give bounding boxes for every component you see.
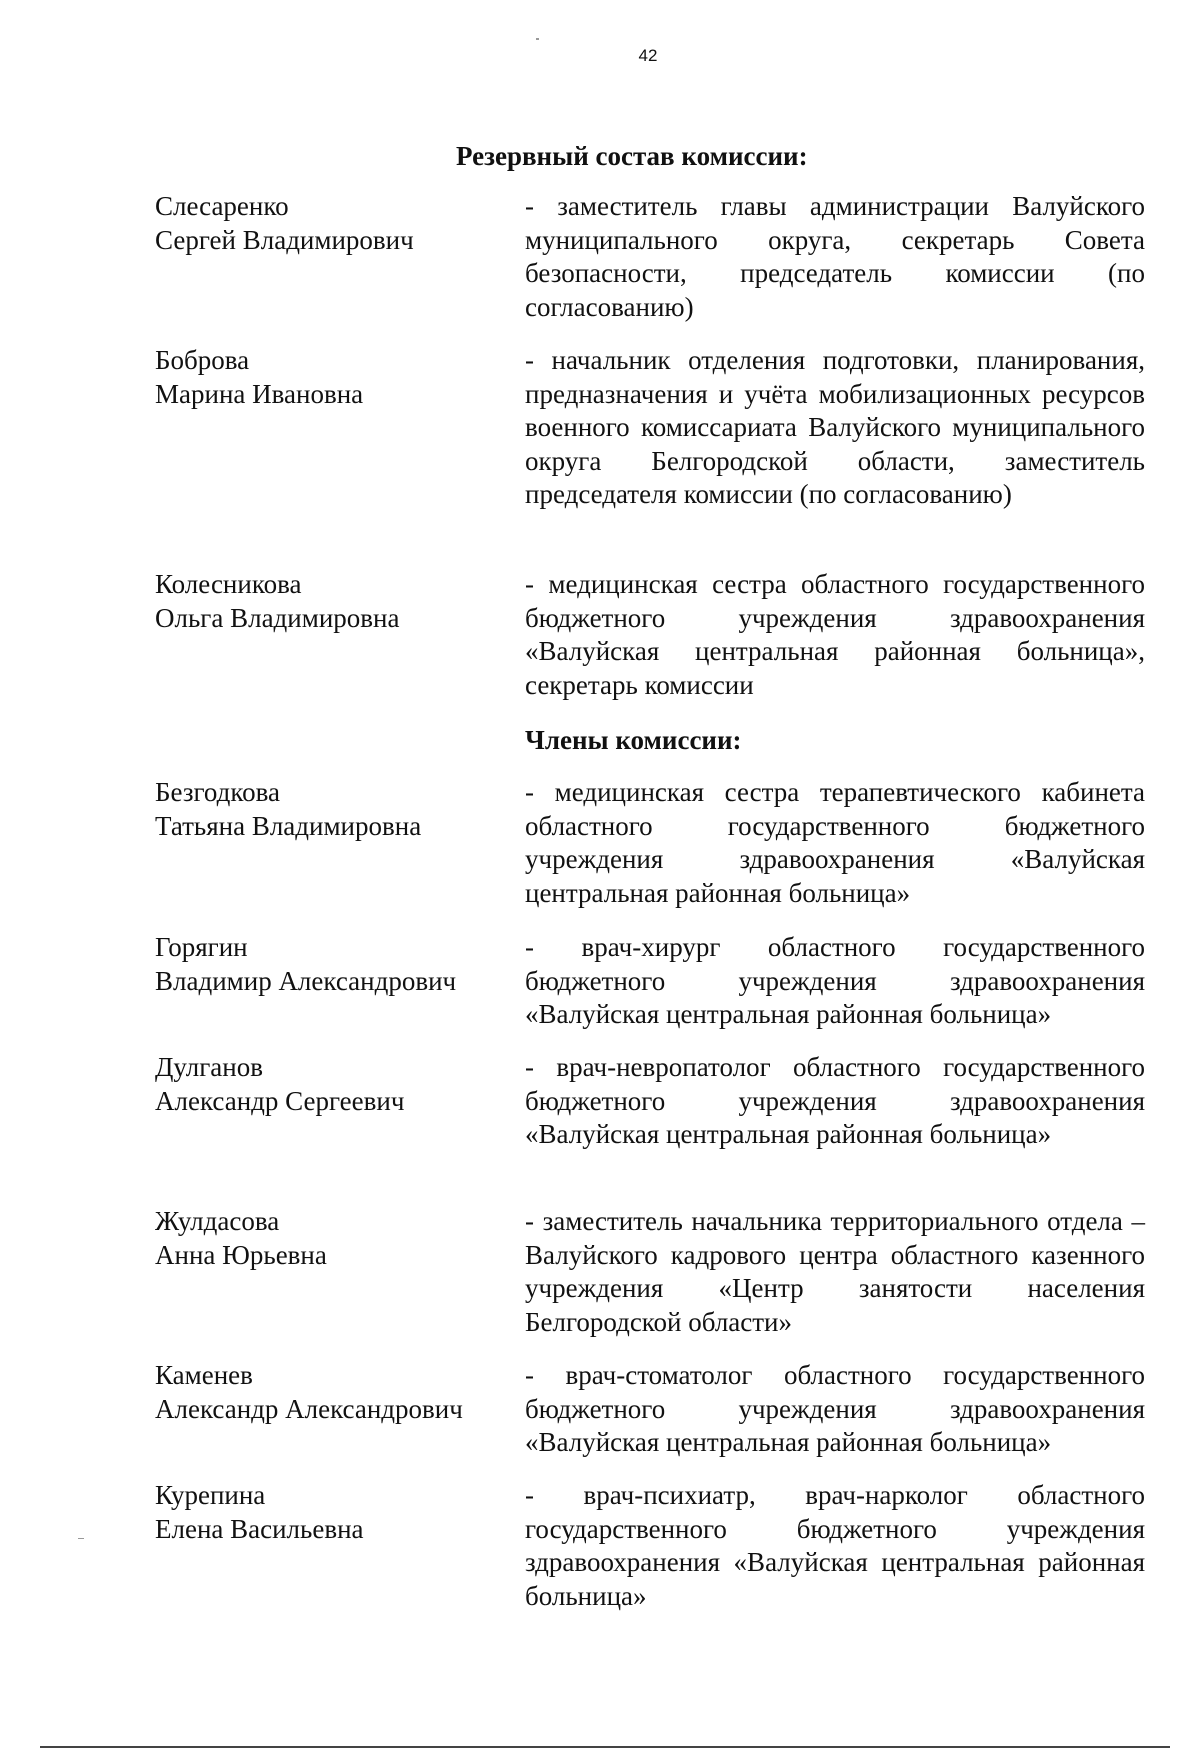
person-given-names: Сергей Владимирович bbox=[155, 224, 414, 255]
person-role: - начальник отделения подготовки, планирования, предназначения и учёта мобилизационных ресурсов военного комиссариата Валуйского муниципального округа Белгородской области, заместитель председателя комиссии (по согласованию) bbox=[525, 345, 1145, 509]
person-role: - заместитель начальника территориального отдела – Валуйского кадрового центра областного казенного учреждения «Центр занятости населения Белгородской области» bbox=[525, 1206, 1145, 1337]
person-surname: Курепина bbox=[155, 1480, 266, 1510]
person-given-names: Ольга Владимировна bbox=[155, 602, 400, 633]
scan-speck bbox=[536, 38, 539, 40]
person-surname: Боброва bbox=[155, 345, 250, 375]
scan-speck bbox=[78, 1538, 84, 1539]
page-number: 42 bbox=[638, 46, 658, 65]
person-name bbox=[155, 1359, 495, 1426]
members-section-title: Члены комиссии: bbox=[525, 725, 742, 755]
person-name bbox=[155, 190, 495, 257]
person-given-names: Александр Сергеевич bbox=[155, 1085, 405, 1116]
person-name bbox=[155, 568, 495, 635]
reserve-section-title: Резервный состав комиссии: bbox=[456, 141, 808, 171]
person-surname: Колесникова bbox=[155, 569, 302, 599]
person-role: - врач-невропатолог областного государственного бюджетного учреждения здравоохранения «Валуйская центральная районная больница» bbox=[525, 1052, 1145, 1149]
person-role: - медицинская сестра терапевтического кабинета областного государственного бюджетного учреждения здравоохранения «Валуйская центральная районная больница» bbox=[525, 777, 1145, 908]
person-role: - врач-хирург областного государственного бюджетного учреждения здравоохранения «Валуйская центральная районная больница» bbox=[525, 932, 1145, 1029]
person-surname: Безгодкова bbox=[155, 777, 280, 807]
person-role: - медицинская сестра областного государственного бюджетного учреждения здравоохранения «Валуйская центральная районная больница», секретарь комиссии bbox=[525, 569, 1145, 700]
person-given-names: Владимир Александрович bbox=[155, 965, 457, 996]
person-surname: Дулганов bbox=[155, 1052, 263, 1082]
person-name bbox=[155, 1205, 495, 1272]
person-surname: Горягин bbox=[155, 932, 248, 962]
person-name bbox=[155, 344, 495, 411]
person-surname: Слесаренко bbox=[155, 191, 289, 221]
person-name bbox=[155, 931, 495, 998]
person-role: - врач-стоматолог областного государственного бюджетного учреждения здравоохранения «Валуйская центральная районная больница» bbox=[525, 1360, 1145, 1457]
scan-bottom-edge bbox=[40, 1746, 1170, 1748]
person-name bbox=[155, 1479, 495, 1546]
person-name bbox=[155, 776, 495, 843]
person-role: - заместитель главы администрации Валуйского муниципального округа, секретарь Совета безопасности, председатель комиссии (по согласованию) bbox=[525, 191, 1145, 322]
person-surname: Жулдасова bbox=[155, 1206, 280, 1236]
person-given-names: Марина Ивановна bbox=[155, 378, 364, 409]
person-surname: Каменев bbox=[155, 1360, 253, 1390]
person-given-names: Анна Юрьевна bbox=[155, 1239, 327, 1270]
person-given-names: Елена Васильевна bbox=[155, 1513, 364, 1544]
person-given-names: Александр Александрович bbox=[155, 1393, 463, 1424]
person-name bbox=[155, 1051, 495, 1118]
person-role: - врач-психиатр, врач-нарколог областного государственного бюджетного учреждения здравоохранения «Валуйская центральная районная больница» bbox=[525, 1480, 1145, 1611]
person-given-names: Татьяна Владимировна bbox=[155, 810, 422, 841]
